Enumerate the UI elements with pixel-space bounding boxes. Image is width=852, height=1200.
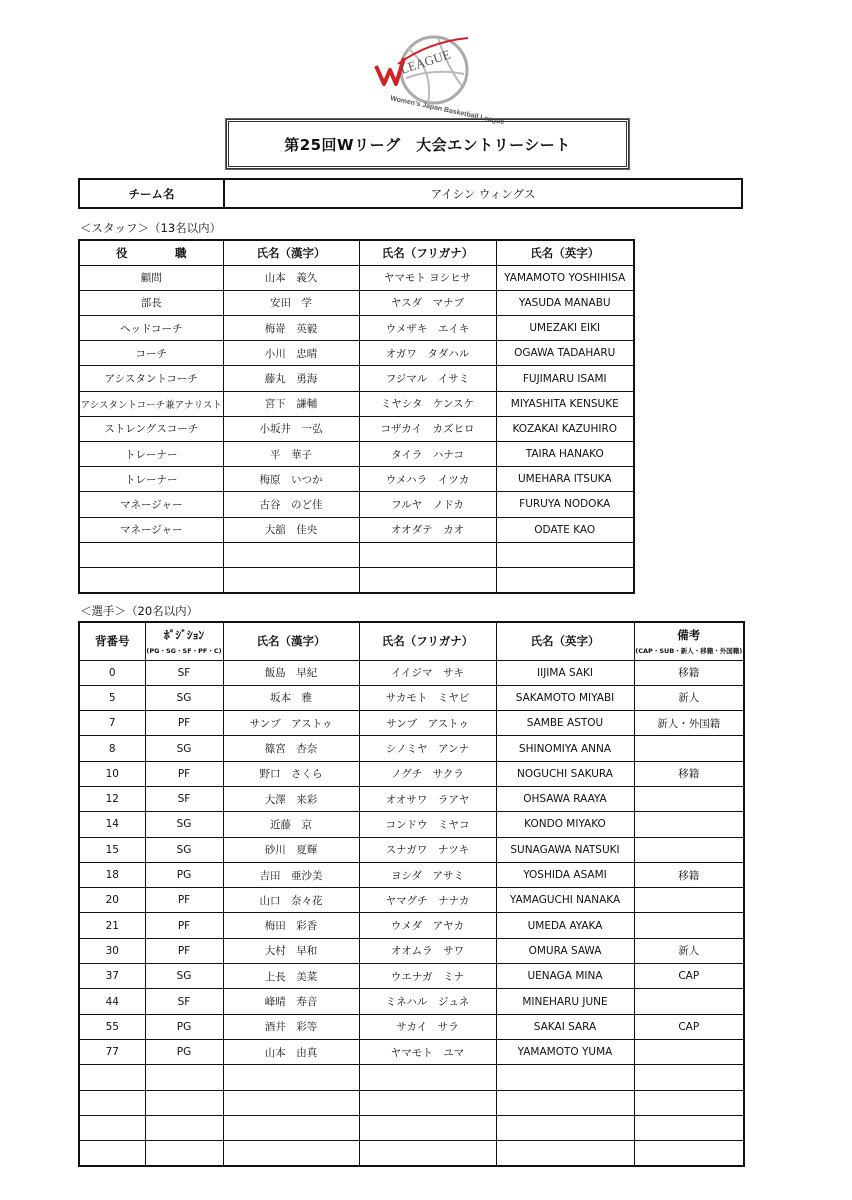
staff-role — [79, 542, 223, 567]
staff-role: ストレングスコーチ — [79, 416, 223, 441]
player-name-kanji — [223, 1090, 359, 1115]
player-name-kana: サンブ アストゥ — [359, 711, 496, 736]
player-name-kana — [359, 1065, 496, 1090]
staff-name-english: UMEZAKI EIKI — [496, 316, 634, 341]
player-remarks — [634, 913, 744, 938]
player-name-english — [496, 1115, 634, 1140]
player-position: SF — [145, 786, 223, 811]
player-name-kana: オオムラ サワ — [359, 938, 496, 963]
staff-role: 部長 — [79, 290, 223, 315]
player-row — [79, 1065, 744, 1090]
player-number: 0 — [79, 660, 145, 685]
player-remarks: 新人・外国籍 — [634, 711, 744, 736]
player-name-english: IIJIMA SAKI — [496, 660, 634, 685]
staff-row — [79, 442, 634, 467]
player-number: 15 — [79, 837, 145, 862]
player-name-english: YAMAMOTO YUMA — [496, 1039, 634, 1064]
player-row — [79, 1014, 744, 1039]
player-remarks — [634, 736, 744, 761]
player-row — [79, 989, 744, 1014]
player-name-kanji — [223, 1141, 359, 1166]
player-row — [79, 913, 744, 938]
player-name-kana: サカモト ミヤビ — [359, 685, 496, 710]
staff-row — [79, 567, 634, 592]
staff-name-kanji: 大舘 佳央 — [223, 517, 359, 542]
player-position: PF — [145, 711, 223, 736]
staff-name-kana: ウメザキ エイキ — [359, 316, 496, 341]
player-position: PF — [145, 761, 223, 786]
player-row — [79, 1141, 744, 1166]
position-header-label: ﾎﾟｼﾞｼｮﾝ — [163, 628, 205, 643]
players-header-position — [145, 622, 223, 660]
player-position: PG — [145, 1039, 223, 1064]
svg-text:Women's Japan Basketball Leagu: Women's Japan Basketball League — [389, 95, 505, 127]
player-remarks: 移籍 — [634, 660, 744, 685]
remarks-hint: (CAP・SUB・新人・移籍・外国籍) — [635, 647, 743, 656]
staff-row — [79, 391, 634, 416]
staff-row — [79, 467, 634, 492]
player-name-kana: ウメダ アヤカ — [359, 913, 496, 938]
player-position: PF — [145, 938, 223, 963]
player-number — [79, 1141, 145, 1166]
player-position: SG — [145, 736, 223, 761]
player-row — [79, 862, 744, 887]
player-name-english: SUNAGAWA NATSUKI — [496, 837, 634, 862]
player-name-kanji: 山本 由真 — [223, 1039, 359, 1064]
player-name-kanji: 坂本 雅 — [223, 685, 359, 710]
player-number: 30 — [79, 938, 145, 963]
player-position: PF — [145, 888, 223, 913]
player-position: SF — [145, 989, 223, 1014]
player-position: SG — [145, 812, 223, 837]
player-remarks — [634, 1065, 744, 1090]
player-position — [145, 1115, 223, 1140]
staff-role: コーチ — [79, 341, 223, 366]
player-name-kanji: 大村 早和 — [223, 938, 359, 963]
player-row — [79, 938, 744, 963]
player-number: 21 — [79, 913, 145, 938]
player-number: 8 — [79, 736, 145, 761]
player-name-kana: ヨシダ アサミ — [359, 862, 496, 887]
players-header-english: 氏名（英字） — [496, 622, 634, 660]
player-name-kanji: 大澤 来彩 — [223, 786, 359, 811]
w-league-logo — [368, 28, 505, 127]
player-remarks — [634, 812, 744, 837]
players-header-kanji: 氏名（漢字） — [223, 622, 359, 660]
player-remarks: 新人 — [634, 685, 744, 710]
player-name-kanji: 野口 さくら — [223, 761, 359, 786]
staff-role: マネージャー — [79, 517, 223, 542]
player-name-kanji: 上長 美菜 — [223, 964, 359, 989]
staff-section-label: ＜スタッフ＞（13名以内） — [80, 221, 222, 235]
staff-table — [78, 239, 635, 594]
staff-name-kanji: 山本 義久 — [223, 265, 359, 290]
staff-name-kana — [359, 542, 496, 567]
staff-row — [79, 341, 634, 366]
staff-role: アシスタントコーチ — [79, 366, 223, 391]
player-number: 20 — [79, 888, 145, 913]
player-name-english — [496, 1065, 634, 1090]
player-name-english: YOSHIDA ASAMI — [496, 862, 634, 887]
player-name-english: YAMAGUCHI NANAKA — [496, 888, 634, 913]
player-name-english: SAMBE ASTOU — [496, 711, 634, 736]
player-remarks: CAP — [634, 964, 744, 989]
player-name-kanji: 梅田 彩香 — [223, 913, 359, 938]
player-row — [79, 964, 744, 989]
player-name-kana: イイジマ サキ — [359, 660, 496, 685]
staff-name-kanji: 安田 学 — [223, 290, 359, 315]
staff-row — [79, 265, 634, 290]
player-name-english: KONDO MIYAKO — [496, 812, 634, 837]
players-header-kana: 氏名（フリガナ） — [359, 622, 496, 660]
player-position: SG — [145, 685, 223, 710]
players-section-label: ＜選手＞（20名以内） — [80, 604, 199, 618]
player-position — [145, 1065, 223, 1090]
player-number — [79, 1065, 145, 1090]
player-number: 44 — [79, 989, 145, 1014]
staff-name-english: FUJIMARU ISAMI — [496, 366, 634, 391]
staff-name-kanji: 古谷 のど佳 — [223, 492, 359, 517]
player-name-kanji: 篠宮 杏奈 — [223, 736, 359, 761]
player-name-kanji — [223, 1065, 359, 1090]
staff-name-english: KOZAKAI KAZUHIRO — [496, 416, 634, 441]
staff-name-english: UMEHARA ITSUKA — [496, 467, 634, 492]
staff-name-kana: ウメハラ イツカ — [359, 467, 496, 492]
player-position: SF — [145, 660, 223, 685]
player-name-kanji: 峰晴 寿音 — [223, 989, 359, 1014]
player-name-kana: サカイ サラ — [359, 1014, 496, 1039]
player-name-english: UENAGA MINA — [496, 964, 634, 989]
staff-header-kanji: 氏名（漢字） — [223, 240, 359, 265]
staff-name-kana: ヤスダ マナブ — [359, 290, 496, 315]
staff-header-role: 役 職 — [79, 240, 223, 265]
player-remarks: CAP — [634, 1014, 744, 1039]
player-name-kana — [359, 1115, 496, 1140]
staff-name-kana: ヤマモト ヨシヒサ — [359, 265, 496, 290]
player-name-kana — [359, 1090, 496, 1115]
player-name-kanji: 砂川 夏輝 — [223, 837, 359, 862]
position-hint: (PG・SG・SF・PF・C) — [146, 647, 222, 656]
player-number — [79, 1115, 145, 1140]
player-row — [79, 1090, 744, 1115]
player-row — [79, 786, 744, 811]
player-name-english — [496, 1141, 634, 1166]
players-table — [78, 621, 745, 1167]
svg-text:LEAGUE: LEAGUE — [398, 46, 453, 77]
staff-header-kana: 氏名（フリガナ） — [359, 240, 496, 265]
staff-role — [79, 567, 223, 592]
staff-role: マネージャー — [79, 492, 223, 517]
player-name-english: SHINOMIYA ANNA — [496, 736, 634, 761]
player-name-english: SAKAI SARA — [496, 1014, 634, 1039]
players-header-number: 背番号 — [79, 622, 145, 660]
player-name-english: UMEDA AYAKA — [496, 913, 634, 938]
player-name-kana: シノミヤ アンナ — [359, 736, 496, 761]
player-name-kana: コンドウ ミヤコ — [359, 812, 496, 837]
staff-name-kanji: 梅嵜 英毅 — [223, 316, 359, 341]
player-number: 37 — [79, 964, 145, 989]
staff-row — [79, 416, 634, 441]
player-name-kanji: 近藤 京 — [223, 812, 359, 837]
player-row — [79, 888, 744, 913]
player-number: 5 — [79, 685, 145, 710]
staff-row — [79, 366, 634, 391]
player-name-kanji — [223, 1115, 359, 1140]
player-name-kana: スナガワ ナツキ — [359, 837, 496, 862]
staff-name-kanji: 小坂井 一弘 — [223, 416, 359, 441]
player-remarks — [634, 1039, 744, 1064]
player-remarks — [634, 989, 744, 1014]
player-name-kanji: サンブ アストゥ — [223, 711, 359, 736]
player-remarks: 新人 — [634, 938, 744, 963]
player-position: SG — [145, 964, 223, 989]
staff-row — [79, 290, 634, 315]
player-number: 77 — [79, 1039, 145, 1064]
player-remarks — [634, 888, 744, 913]
player-name-kana: ノグチ サクラ — [359, 761, 496, 786]
player-number: 7 — [79, 711, 145, 736]
player-name-kanji: 飯島 早紀 — [223, 660, 359, 685]
staff-name-kanji — [223, 567, 359, 592]
player-row — [79, 685, 744, 710]
staff-row — [79, 517, 634, 542]
staff-name-kana: オガワ タダハル — [359, 341, 496, 366]
staff-name-kana: フジマル イサミ — [359, 366, 496, 391]
player-name-kana: ミネハル ジュネ — [359, 989, 496, 1014]
staff-name-kana: オオダテ カオ — [359, 517, 496, 542]
player-row — [79, 761, 744, 786]
player-position: PG — [145, 862, 223, 887]
player-name-kanji: 吉田 亜沙美 — [223, 862, 359, 887]
player-name-english: OMURA SAWA — [496, 938, 634, 963]
player-remarks — [634, 786, 744, 811]
player-position: PG — [145, 1014, 223, 1039]
staff-role: アシスタントコーチ兼アナリスト — [79, 391, 223, 416]
staff-name-english: MIYASHITA KENSUKE — [496, 391, 634, 416]
staff-header-english: 氏名（英字） — [496, 240, 634, 265]
player-name-kanji: 酒井 彩等 — [223, 1014, 359, 1039]
remarks-header-label: 備考 — [677, 628, 701, 643]
player-name-english — [496, 1090, 634, 1115]
player-row — [79, 1115, 744, 1140]
staff-row — [79, 542, 634, 567]
player-name-kana: オオサワ ラアヤ — [359, 786, 496, 811]
player-remarks — [634, 1141, 744, 1166]
staff-role: トレーナー — [79, 467, 223, 492]
player-remarks: 移籍 — [634, 862, 744, 887]
player-name-kana: ヤマモト ユマ — [359, 1039, 496, 1064]
staff-name-kana: ミヤシタ ケンスケ — [359, 391, 496, 416]
staff-name-english: YAMAMOTO YOSHIHISA — [496, 265, 634, 290]
player-row — [79, 1039, 744, 1064]
player-row — [79, 812, 744, 837]
staff-name-kanji — [223, 542, 359, 567]
player-remarks — [634, 837, 744, 862]
team-name-label: チーム名 — [80, 180, 225, 207]
player-remarks: 移籍 — [634, 761, 744, 786]
staff-name-kanji: 宮下 謙輔 — [223, 391, 359, 416]
player-name-english: SAKAMOTO MIYABI — [496, 685, 634, 710]
player-name-english: MINEHARU JUNE — [496, 989, 634, 1014]
staff-row — [79, 316, 634, 341]
player-number: 18 — [79, 862, 145, 887]
players-header-remarks — [634, 622, 744, 660]
staff-name-english: ODATE KAO — [496, 517, 634, 542]
staff-name-kanji: 小川 忠晴 — [223, 341, 359, 366]
player-position: PF — [145, 913, 223, 938]
team-name-value: アイシン ウィングス — [430, 186, 536, 201]
player-name-english: NOGUCHI SAKURA — [496, 761, 634, 786]
staff-name-kana: コザカイ カズヒロ — [359, 416, 496, 441]
player-number: 14 — [79, 812, 145, 837]
staff-role: トレーナー — [79, 442, 223, 467]
player-row — [79, 736, 744, 761]
player-position — [145, 1141, 223, 1166]
player-number — [79, 1090, 145, 1115]
staff-row — [79, 492, 634, 517]
player-position — [145, 1090, 223, 1115]
staff-name-english: OGAWA TADAHARU — [496, 341, 634, 366]
team-name-row — [78, 178, 743, 209]
staff-name-english: YASUDA MANABU — [496, 290, 634, 315]
staff-name-kanji: 藤丸 勇海 — [223, 366, 359, 391]
player-row — [79, 837, 744, 862]
player-name-kanji: 山口 奈々花 — [223, 888, 359, 913]
player-number: 55 — [79, 1014, 145, 1039]
staff-name-kanji: 平 華子 — [223, 442, 359, 467]
staff-role: 顧問 — [79, 265, 223, 290]
staff-name-english: FURUYA NODOKA — [496, 492, 634, 517]
staff-name-english — [496, 542, 634, 567]
staff-name-english — [496, 567, 634, 592]
page-title: 第25回Wリーグ 大会エントリーシート — [226, 119, 629, 169]
player-remarks — [634, 1090, 744, 1115]
staff-name-kana: フルヤ ノドカ — [359, 492, 496, 517]
player-row — [79, 660, 744, 685]
player-position: SG — [145, 837, 223, 862]
staff-name-english: TAIRA HANAKO — [496, 442, 634, 467]
staff-name-kanji: 梅原 いつか — [223, 467, 359, 492]
player-remarks — [634, 1115, 744, 1140]
player-name-kana: ウエナガ ミナ — [359, 964, 496, 989]
player-name-english: OHSAWA RAAYA — [496, 786, 634, 811]
player-number: 12 — [79, 786, 145, 811]
player-number: 10 — [79, 761, 145, 786]
player-name-kana — [359, 1141, 496, 1166]
staff-name-kana — [359, 567, 496, 592]
staff-role: ヘッドコーチ — [79, 316, 223, 341]
player-name-kana: ヤマグチ ナナカ — [359, 888, 496, 913]
staff-name-kana: タイラ ハナコ — [359, 442, 496, 467]
player-row — [79, 711, 744, 736]
